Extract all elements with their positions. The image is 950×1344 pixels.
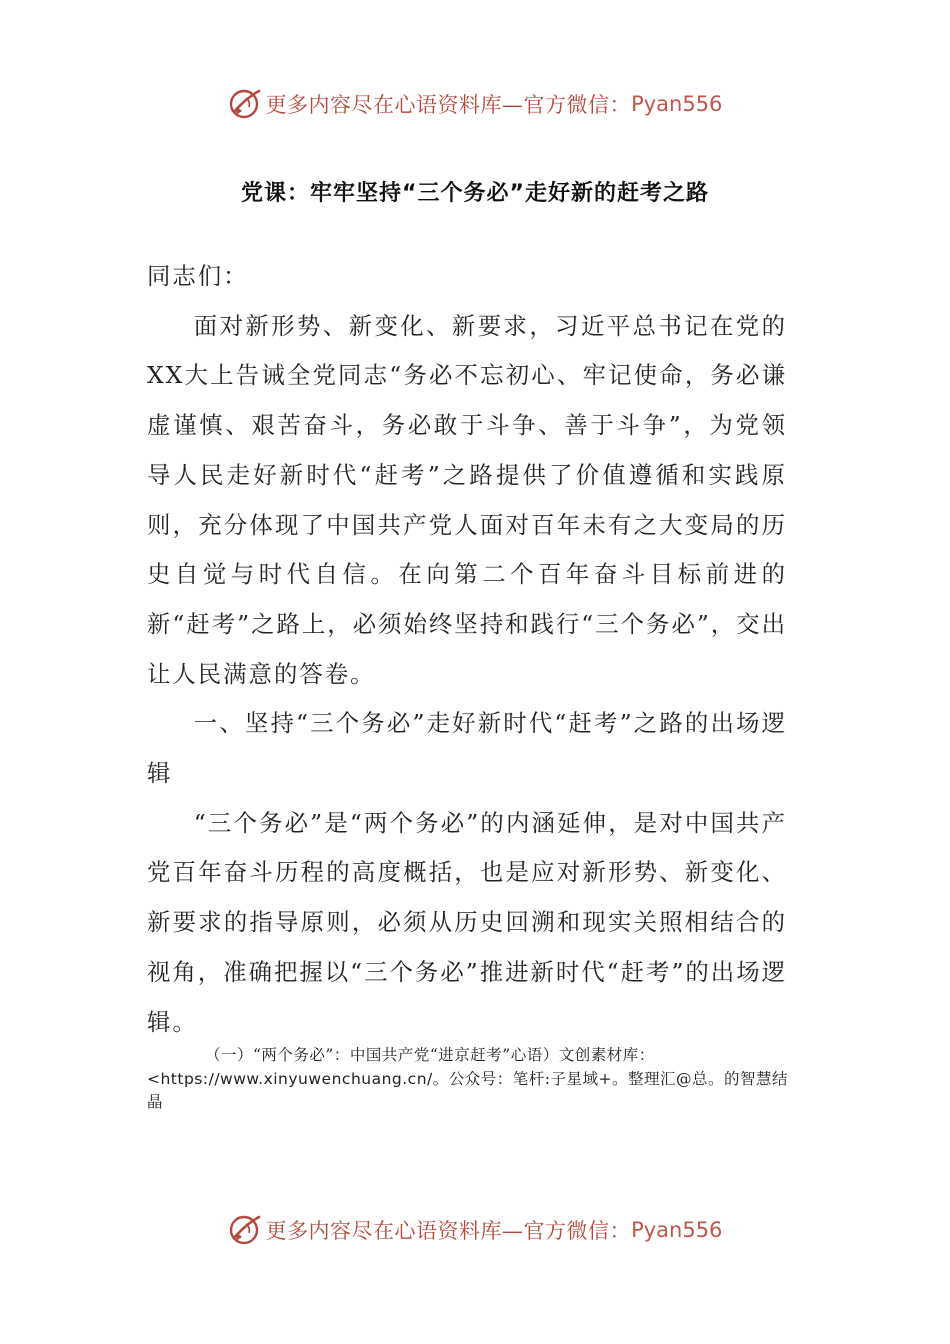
banner-wechat-id: Pyan556 [631, 1218, 723, 1242]
footnote [147, 1044, 797, 1115]
header-banner [0, 82, 950, 126]
footnote-url[interactable]: <https://www.xinyuwenchuang.cn/ [147, 1069, 433, 1088]
banner-text: 更多内容尽在心语资料库—官方微信： [265, 93, 632, 117]
section-heading-1: 一、坚持“三个务必”走好新时代“赶考”之路的出场逻辑 [147, 709, 787, 788]
paragraph-section-1: “三个务必”是“两个务必”的内涵延伸，是对中国共产党百年奋斗历程的高度概括，也是应对新形势、新变化、新要求的指导原则，必须从历史回溯和现实关照相结合的视角，准确把握以“三个务必”推进新时代“赶考”的出场逻辑。 [147, 808, 787, 1036]
document-body [147, 252, 787, 1047]
greeting: 同志们： [147, 262, 249, 290]
footnote-tail: 。公众号：笔杆:子星域+。整理汇@总。的智慧结晶 [147, 1069, 788, 1111]
banner-wechat-id: Pyan556 [631, 92, 723, 116]
pen-logo-icon [228, 87, 262, 121]
document-title: 党课：牢牢坚持“三个务必”走好新的赶考之路 [241, 181, 709, 206]
pen-logo-icon [228, 1213, 262, 1247]
footnote-lead: （一）“两个务必”：中国共产党“进京赶考”心语）文创素材库： [205, 1046, 655, 1064]
banner-text: 更多内容尽在心语资料库—官方微信： [265, 1219, 632, 1243]
footer-banner [0, 1208, 950, 1252]
paragraph-intro: 面对新形势、新变化、新要求，习近平总书记在党的XX大上告诫全党同志“务必不忘初心、牢记使命，务必谦虚谨慎、艰苦奋斗，务必敢于斗争、善于斗争”，为党领导人民走好新时代“赶考”之路提供了价值遵循和实践原则，充分体现了中国共产党人面对百年未有之大变局的历史自觉与时代自信。在向第二个百年奋斗目标前进的新“赶考”之路上，必须始终坚持和践行“三个务必”，交出让人民满意的答卷。 [147, 311, 787, 688]
